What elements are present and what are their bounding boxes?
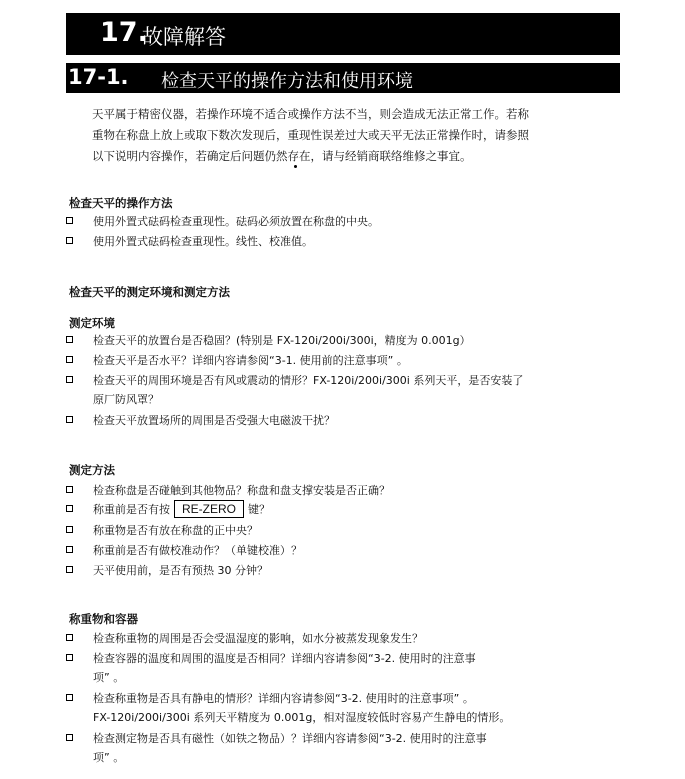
chapter-number: 17. — [100, 17, 148, 48]
checkbox-bullet-icon — [66, 566, 73, 573]
intro-line: 天平属于精密仪器，若操作环境不适合或操作方法不当，则会造成无法正常工作。若称 — [92, 107, 529, 121]
dot-mark — [294, 165, 297, 168]
checkbox-bullet-icon — [66, 734, 73, 741]
checkbox-bullet-icon — [66, 356, 73, 363]
intro-paragraph — [92, 104, 620, 167]
checkbox-bullet-icon — [66, 654, 73, 661]
checkbox-bullet-icon — [66, 526, 73, 533]
checkbox-bullet-icon — [66, 486, 73, 493]
intro-line: 以下说明内容操作，若确定后问题仍然存在，请与经销商联络维修之事宜。 — [92, 149, 472, 163]
checkbox-bullet-icon — [66, 505, 73, 512]
checkbox-bullet-icon — [66, 336, 73, 343]
checkbox-bullet-icon — [66, 694, 73, 701]
section-title: 检查天平的操作方法和使用环境 — [161, 71, 413, 92]
checkbox-bullet-icon — [66, 634, 73, 641]
environment-heading: 测定环境 — [69, 316, 115, 330]
operation-heading: 检查天平的操作方法 — [69, 196, 173, 210]
checkbox-bullet-icon — [66, 217, 73, 224]
chapter-title: 故障解答 — [142, 25, 226, 49]
section-number: 17-1. — [68, 65, 129, 89]
section-header — [66, 63, 620, 93]
method-heading: 测定方法 — [69, 463, 115, 477]
checkbox-bullet-icon — [66, 237, 73, 244]
intro-line: 重物在称盘上放上或取下数次发现后，重现性误差过大或天平无法正常操作时，请参照 — [92, 128, 529, 142]
checkbox-bullet-icon — [66, 376, 73, 383]
re-zero-key: RE-ZERO — [174, 500, 244, 518]
weighing-heading: 称重物和容器 — [69, 612, 138, 626]
environment-title: 检查天平的测定环境和测定方法 — [69, 285, 230, 299]
checkbox-bullet-icon — [66, 416, 73, 423]
chapter-header — [66, 13, 620, 55]
checkbox-bullet-icon — [66, 546, 73, 553]
